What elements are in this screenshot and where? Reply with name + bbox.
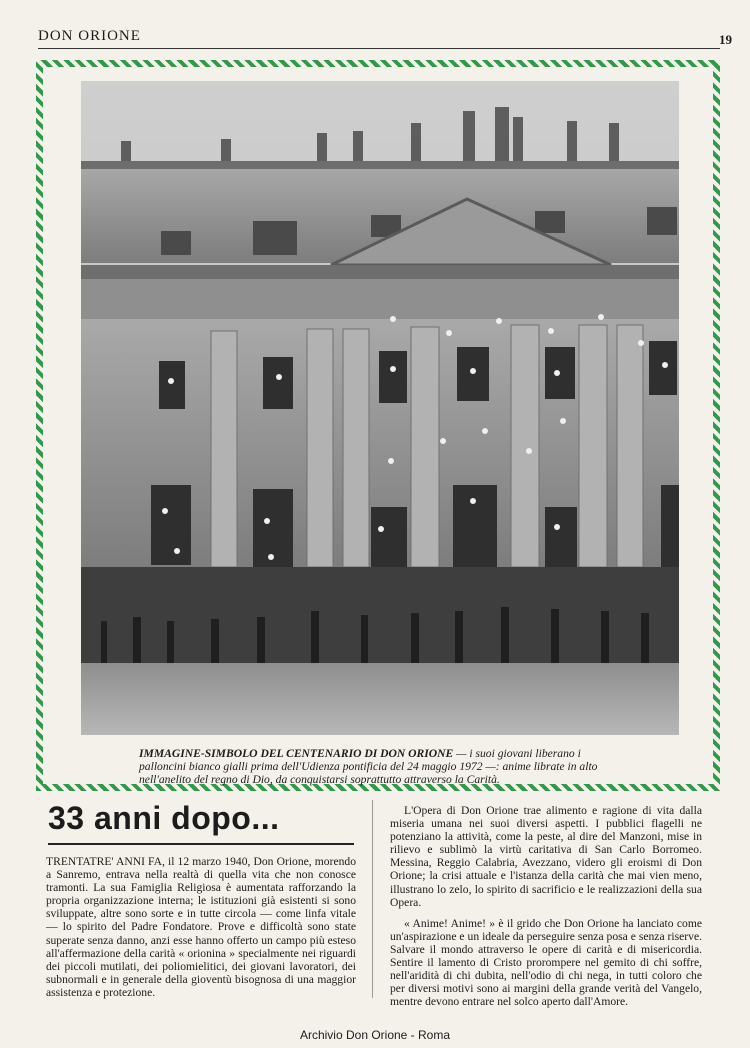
basilica-photo [81,81,679,735]
column-divider [372,800,373,998]
publication-title: DON ORIONE [38,28,141,44]
photo-caption [139,747,619,786]
page-number: 19 [719,32,732,47]
article-left-column [46,855,356,1007]
article-paragraph: TRENTATRE' ANNI FA, il 12 marzo 1940, Don Orione, morendo a Sanremo, entrava nella realtà di quella vita che non conosce tramonti. La sua Famiglia Religiosa è aumentata rafforzando la propria organizzazione interna; le istituzioni già esistenti si sono sviluppate, altre sono sorte e in tutte circola — come linfa vitale — lo spirito del Padre Fondatore. Prove e difficoltà sono state superate senza danno, anzi esse hanno offerto un campo più esteso all'affermazione della carità « orionina » specialmente nei riguardi dei piccoli mutilati, dei poliomielitici, dei giovani lavoratori, dei subnormali e in generale della gioventù bisognosa di una maggior assistenza e protezione. [46,855,356,999]
photo-illustration [81,81,679,735]
page-header [38,26,732,49]
caption-text: — i suoi giovani liberano i palloncini bianco gialli prima dell'Udienza pontificia del 24 maggio 1972 —: anime librate in alto nell'anelito del regno di Dio, da conquistarsi soprattutto attraverso la Carità. [139,747,598,786]
article-paragraph: « Anime! Anime! » è il grido che Don Orione ha lanciato come un'aspirazione e un ideale da perseguire senza posa e senza riserve. Salvare il mondo attraverso le opere di carità e di misericordia. Sentire il lamento di Cristo prorompere nel gemito di chi soffre, nell'aridità di chi dubita, nell'odio di chi nega, in tutti coloro che per diversi motivi sono ai margini della grande verità del Vangelo, mentre devono entrare nel solco aperto dall'Amore. [390,916,702,1009]
article-paragraph: L'Opera di Don Orione trae alimento e ragione di vita dalla miseria umana nei suoi diversi aspetti. I pubblici flagelli ne potenziano la attività, come la peste, al dire del Manzoni, mise in rilievo e sublimò la virtù caritativa di San Carlo Borromeo. Messina, Reggio Calabria, Avezzano, videro gli eroismi di Don Orione; la crisi attuale e l'istanza della carità che mai vien meno, illustrano lo zelo, lo spirito di sacrificio e le realizzazioni della sua Opera. [390,804,702,909]
article-right-column [390,804,702,1016]
article-headline: 33 anni dopo... [48,800,354,845]
archive-footer: Archivio Don Orione - Roma [299,1028,451,1042]
photo-frame [36,60,720,791]
caption-title: IMMAGINE-SIMBOLO DEL CENTENARIO DI DON ORIONE [139,747,454,760]
